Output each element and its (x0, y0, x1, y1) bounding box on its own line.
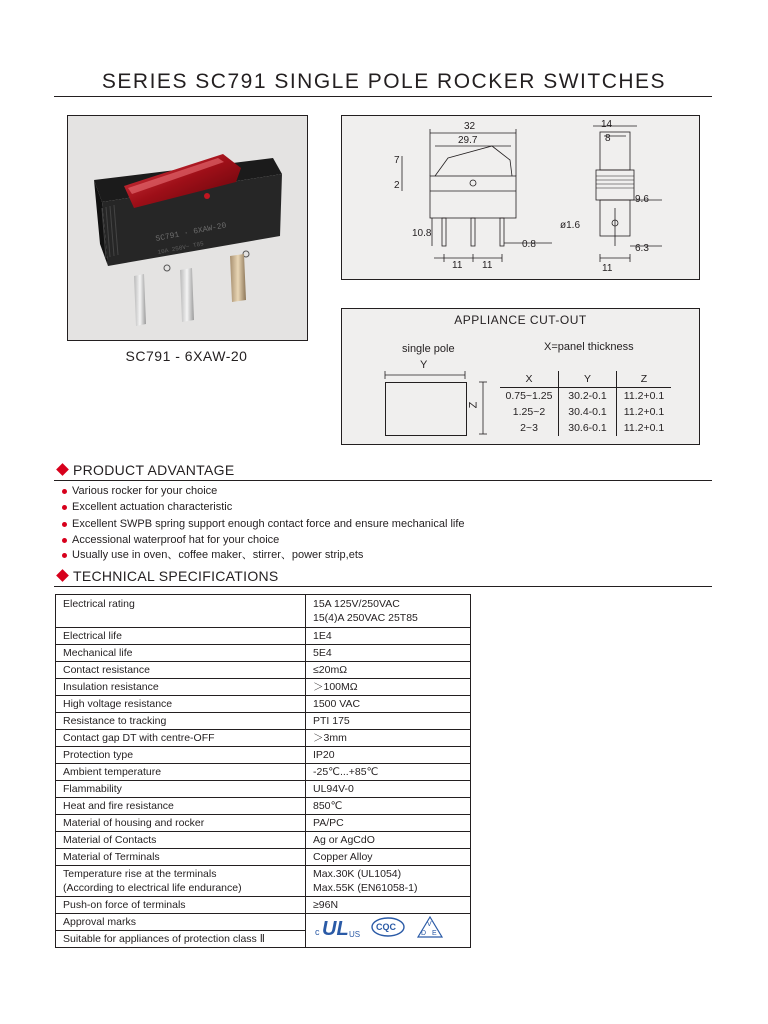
cutout-y-label: Y (420, 359, 428, 371)
spec-row (56, 747, 471, 764)
spec-value-line: 15A 125V/250VAC (313, 598, 400, 610)
vde-d: D (421, 929, 427, 937)
spec-label: Ambient temperature (56, 764, 306, 781)
spec-row (56, 832, 471, 849)
spec-row (56, 815, 471, 832)
spec-value: ＞100MΩ (306, 679, 471, 696)
spec-value: Copper Alloy (306, 849, 471, 866)
dim-0-8: 0.8 (522, 239, 536, 250)
dim-11-c: 11 (602, 263, 613, 274)
spec-value-line: 15(4)A 250VAC 25T85 (313, 612, 418, 624)
specs-heading (58, 568, 279, 584)
dim-11-b: 11 (482, 260, 493, 271)
page-title: SERIES SC791 SINGLE POLE ROCKER SWITCHES (101, 70, 667, 93)
dimension-diagram (342, 116, 699, 279)
cqc-mark: CQC (376, 921, 396, 932)
cutout-row (500, 388, 671, 405)
cutout-rectangle (385, 382, 467, 436)
vde-v: V (427, 920, 432, 928)
advantage-heading-text: PRODUCT ADVANTAGE (73, 462, 235, 478)
spec-label: Heat and fire resistance (56, 798, 306, 815)
cutout-header-x: X (500, 371, 559, 388)
spec-row (56, 764, 471, 781)
specs-heading-text: TECHNICAL SPECIFICATIONS (73, 568, 279, 584)
advantage-item: Usually use in oven、coffee maker、stirrer、power strip,ets (62, 548, 465, 564)
approval-logos (306, 914, 471, 948)
title-rule (54, 96, 712, 97)
cutout-cell: 1.25~2 (500, 404, 559, 420)
cutout-cell: 30.4-0.1 (559, 404, 617, 420)
dim-8: 8 (605, 133, 611, 144)
advantage-item: Excellent actuation characteristic (62, 500, 465, 516)
spec-label: Resistance to tracking (56, 713, 306, 730)
spec-label: Electrical life (56, 628, 306, 645)
spec-row (56, 866, 471, 897)
advantage-list (62, 484, 465, 564)
spec-value: Ag or AgCdO (306, 832, 471, 849)
spec-row (56, 730, 471, 747)
ul-mark: UL (322, 917, 349, 940)
single-pole-label: single pole (402, 343, 455, 355)
spec-value: 5E4 (306, 645, 471, 662)
spec-label: Push-on force of terminals (56, 897, 306, 914)
spec-value: IP20 (306, 747, 471, 764)
spec-value: PA/PC (306, 815, 471, 832)
spec-row (56, 662, 471, 679)
spec-row (56, 897, 471, 914)
cutout-row (500, 404, 671, 420)
product-caption: SC791 - 6XAW-20 (125, 348, 248, 364)
spec-value-line: Max.30K (UL1054) (313, 868, 402, 880)
specs-rule (54, 586, 712, 587)
advantage-item: Various rocker for your choice (62, 484, 465, 500)
cutout-header-z: Z (617, 371, 672, 388)
spec-value: 850℃ (306, 798, 471, 815)
advantage-heading (58, 462, 234, 478)
cutout-panel (341, 308, 700, 445)
dim-10-8: 10.8 (412, 228, 432, 239)
spec-label (56, 866, 306, 897)
dim-9-6: 9.6 (635, 194, 649, 205)
spec-row (56, 679, 471, 696)
spec-row (56, 781, 471, 798)
spec-label-line: Temperature rise at the terminals (63, 868, 217, 880)
spec-value: UL94V-0 (306, 781, 471, 798)
panel-thickness-note: X=panel thickness (544, 341, 634, 353)
spec-label: Flammability (56, 781, 306, 798)
spec-row (56, 696, 471, 713)
spec-value: PTI 175 (306, 713, 471, 730)
dim-6-3: 6.3 (635, 243, 649, 254)
cutout-z-label: Z (467, 401, 480, 409)
spec-value: 1500 VAC (306, 696, 471, 713)
spec-row (56, 645, 471, 662)
spec-value: ≤20mΩ (306, 662, 471, 679)
spec-value (306, 866, 471, 897)
diamond-bullet-icon (56, 463, 69, 476)
spec-label: Approval marks (56, 914, 306, 931)
cutout-cell: 2~3 (500, 420, 559, 436)
product-photo (67, 115, 308, 341)
spec-label: Mechanical life (56, 645, 306, 662)
dim-7: 7 (394, 155, 400, 166)
dim-11-a: 11 (452, 260, 463, 271)
spec-value: -25℃...+85℃ (306, 764, 471, 781)
cutout-table (500, 371, 671, 436)
spec-label-line: (According to electrical life endurance) (63, 882, 242, 894)
diamond-bullet-icon (56, 569, 69, 582)
spec-label: Contact resistance (56, 662, 306, 679)
spec-value: ≥96N (306, 897, 471, 914)
cutout-cell: 30.6-0.1 (559, 420, 617, 436)
spec-row (56, 595, 471, 628)
dim-32: 32 (464, 121, 476, 132)
advantage-rule (54, 480, 712, 481)
cutout-cell: 0.75~1.25 (500, 388, 559, 405)
cutout-row (500, 420, 671, 436)
spec-value: ＞3mm (306, 730, 471, 747)
spec-value (306, 595, 471, 628)
cutout-title: APPLIANCE CUT-OUT (454, 313, 587, 327)
spec-label: Material of Contacts (56, 832, 306, 849)
ul-c-mark: c (315, 926, 320, 937)
dim-1-6: ø1.6 (560, 220, 581, 231)
specs-table (55, 594, 471, 948)
spec-row (56, 914, 471, 931)
cutout-cell: 11.2+0.1 (623, 406, 665, 418)
switch-body-text: SC791 · 6XAW-20 (154, 221, 228, 244)
spec-row (56, 713, 471, 730)
vde-e: E (432, 929, 437, 937)
spec-label: Material of Terminals (56, 849, 306, 866)
cutout-cell: 11.2+0.1 (623, 390, 665, 402)
spec-label: Suitable for appliances of protection class Ⅱ (56, 931, 306, 948)
cutout-cell: 30.2-0.1 (559, 388, 617, 405)
spec-row (56, 849, 471, 866)
spec-label: Insulation resistance (56, 679, 306, 696)
dimension-drawing (341, 115, 700, 280)
advantage-item: Excellent SWPB spring support enough contact force and ensure mechanical life (62, 517, 465, 533)
spec-label: Material of housing and rocker (56, 815, 306, 832)
dim-29-7: 29.7 (458, 135, 478, 146)
rocker-switch-illustration (68, 116, 307, 340)
cutout-cell: 11.2+0.1 (623, 422, 665, 434)
ul-us-mark: US (349, 929, 361, 939)
spec-value: 1E4 (306, 628, 471, 645)
approval-marks-icon (313, 915, 463, 943)
svg-text:10A 250V~ T85: 10A 250V~ T85 (157, 240, 205, 256)
dim-2: 2 (394, 180, 400, 191)
spec-row (56, 628, 471, 645)
advantage-item: Accessional waterproof hat for your choice (62, 533, 465, 549)
spec-label: High voltage resistance (56, 696, 306, 713)
spec-label: Electrical rating (56, 595, 306, 628)
spec-label: Contact gap DT with centre-OFF (56, 730, 306, 747)
spec-label: Protection type (56, 747, 306, 764)
cutout-header-y: Y (559, 371, 617, 388)
dim-14: 14 (601, 119, 613, 130)
spec-row (56, 798, 471, 815)
spec-value-line: Max.55K (EN61058-1) (313, 882, 418, 894)
